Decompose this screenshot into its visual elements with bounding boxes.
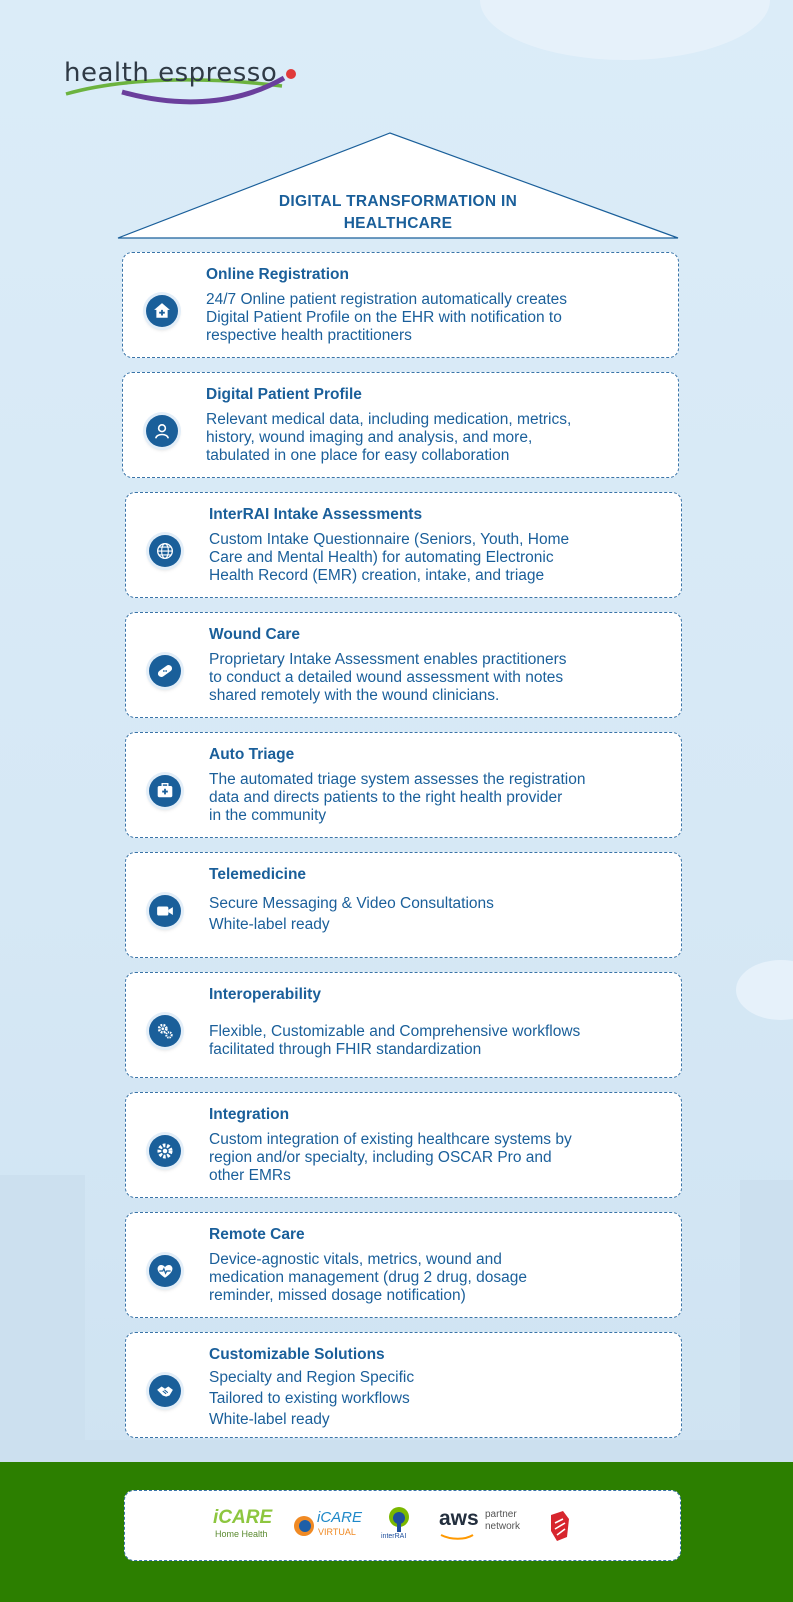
- bandage-icon: [149, 655, 181, 687]
- feature-card[interactable]: [125, 852, 682, 958]
- feature-description-line: history, wound imaging and analysis, and more,: [206, 429, 533, 446]
- feature-description-line: reminder, missed dosage notification): [209, 1287, 466, 1304]
- feature-title: Integration: [209, 1106, 290, 1123]
- feature-description-line: Health Record (EMR) creation, intake, and triage: [209, 567, 545, 584]
- home-plus-icon: [146, 295, 178, 327]
- feature-description-line: Flexible, Customizable and Comprehensive workflows: [209, 1023, 581, 1040]
- globe-icon: [149, 535, 181, 567]
- feature-description-line: Tailored to existing workflows: [209, 1390, 410, 1407]
- feature-title: Remote Care: [209, 1226, 305, 1243]
- feature-description-line: Specialty and Region Specific: [209, 1369, 415, 1386]
- feature-description: [209, 1367, 664, 1430]
- feature-card[interactable]: [122, 252, 679, 358]
- feature-description-line: Device-agnostic vitals, metrics, wound and: [209, 1251, 502, 1268]
- feature-description-line: The automated triage system assesses the registration: [209, 771, 586, 788]
- feature-title: Telemedicine: [209, 866, 307, 883]
- gears-icon: [149, 1015, 181, 1047]
- feature-description-line: respective health practitioners: [206, 327, 412, 344]
- feature-description: [209, 531, 664, 585]
- city-silhouette: [740, 1180, 793, 1462]
- feature-title: Digital Patient Profile: [206, 386, 362, 403]
- feature-card[interactable]: [125, 972, 682, 1078]
- feature-description-line: facilitated through FHIR standardization: [209, 1041, 482, 1058]
- video-camera-icon: [149, 895, 181, 927]
- feature-description: [206, 291, 661, 345]
- city-silhouette: [0, 1440, 793, 1462]
- feature-title: Online Registration: [206, 266, 349, 283]
- aws-smile-icon: [439, 1533, 477, 1541]
- logo-text: health espresso: [64, 58, 278, 88]
- feature-title: Interoperability: [209, 986, 321, 1003]
- feature-description-line: Custom integration of existing healthcare systems by: [209, 1131, 572, 1148]
- feature-card[interactable]: [125, 492, 682, 598]
- feature-description-line: Custom Intake Questionnaire (Seniors, Youth, Home: [209, 531, 570, 548]
- aws-partner-network-logo[interactable]: aws partner network: [439, 1505, 529, 1547]
- interrai-logo[interactable]: interRAI: [381, 1505, 417, 1547]
- interrai-mark-icon: [386, 1505, 412, 1533]
- health-espresso-logo[interactable]: [62, 56, 302, 112]
- feature-description: [209, 651, 664, 705]
- feature-title: Customizable Solutions: [209, 1346, 385, 1363]
- cloud: [480, 0, 770, 60]
- feature-card[interactable]: [125, 1332, 682, 1438]
- feature-title: Wound Care: [209, 626, 300, 643]
- feature-description-line: other EMRs: [209, 1167, 291, 1184]
- partner-badge-logo[interactable]: [549, 1505, 571, 1547]
- feature-card[interactable]: [122, 372, 679, 478]
- feature-title: InterRAI Intake Assessments: [209, 506, 423, 523]
- feature-description-line: region and/or specialty, including OSCAR Pro and: [209, 1149, 552, 1166]
- user-icon: [146, 415, 178, 447]
- feature-card[interactable]: [125, 612, 682, 718]
- heart-pulse-icon: [149, 1255, 181, 1287]
- feature-description-line: Relevant medical data, including medication, metrics,: [206, 411, 572, 428]
- feature-description: [209, 893, 664, 935]
- feature-description: [209, 1131, 664, 1185]
- feature-description-line: data and directs patients to the right health provider: [209, 789, 563, 806]
- city-silhouette: [0, 1175, 85, 1462]
- feature-description-line: to conduct a detailed wound assessment with notes: [209, 669, 564, 686]
- feature-description: [206, 411, 661, 465]
- icare-home-health-logo[interactable]: iCARE Home Health: [213, 1507, 273, 1539]
- feature-description-line: Digital Patient Profile on the EHR with notification to: [206, 309, 562, 326]
- feature-description-line: Proprietary Intake Assessment enables practitioners: [209, 651, 567, 668]
- feature-description: [209, 1251, 664, 1305]
- feature-description-line: in the community: [209, 807, 327, 824]
- feature-description: [209, 771, 664, 825]
- feature-card[interactable]: [125, 732, 682, 838]
- red-badge-icon: [549, 1511, 571, 1541]
- feature-description-line: 24/7 Online patient registration automatically creates: [206, 291, 568, 308]
- feature-description-line: shared remotely with the wound clinicians.: [209, 687, 500, 704]
- medical-kit-icon: [149, 775, 181, 807]
- feature-description: [209, 1023, 664, 1059]
- icare-virtual-mark-icon: [293, 1513, 315, 1539]
- icare-virtual-logo[interactable]: iCARE VIRTUAL: [293, 1505, 363, 1547]
- feature-description-line: tabulated in one place for easy collaboration: [206, 447, 510, 464]
- feature-description-line: White-label ready: [209, 916, 330, 933]
- feature-description-line: Secure Messaging & Video Consultations: [209, 895, 494, 912]
- feature-title: Auto Triage: [209, 746, 295, 763]
- feature-description-line: Care and Mental Health) for automating Electronic: [209, 549, 554, 566]
- feature-card[interactable]: [125, 1092, 682, 1198]
- cloud: [736, 960, 793, 1020]
- feature-description-line: medication management (drug 2 drug, dosage: [209, 1269, 527, 1286]
- page-title-roof: [117, 131, 679, 239]
- feature-card[interactable]: [125, 1212, 682, 1318]
- page-title: DIGITAL TRANSFORMATION IN HEALTHCARE: [278, 193, 518, 232]
- feature-description-line: White-label ready: [209, 1411, 330, 1428]
- partner-logos-panel: [124, 1490, 681, 1561]
- handshake-icon: [149, 1375, 181, 1407]
- gear-icon: [149, 1135, 181, 1167]
